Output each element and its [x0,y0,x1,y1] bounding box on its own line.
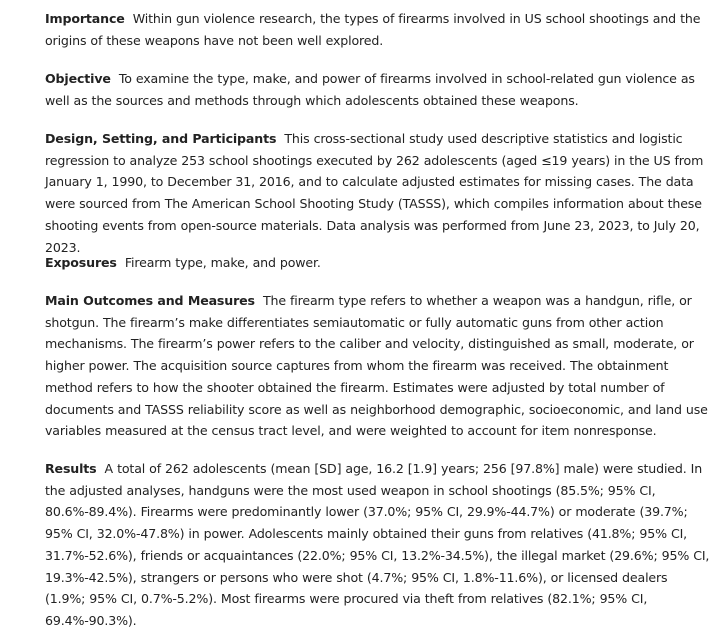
section-label: Exposures [45,255,117,270]
section-label: Design, Setting, and Participants [45,131,277,146]
section-text: Firearm type, make, and power. [124,255,321,270]
section-text: This cross-sectional study used descriptive statistics and logistic regression to analyze 253 school shootings executed by 262 adolescents (aged ≤19 years) in the US from January 1, 1990, to December 31, 2016, and to calculate adjusted estimates for missing cases. The data were sourced from The American School Shooting Study (TASSS), which compiles information about these shooting events from open-source materials. Data analysis was performed from June 23, 2023, to July 20, 2023. [45,131,704,255]
section-label: Main Outcomes and Measures [45,293,255,308]
section-text: To examine the type, make, and power of firearms involved in school-related gun violence as well as the sources and methods through which adolescents obtained these weapons. [45,71,695,108]
section-label: Objective [45,71,111,86]
section-label: Importance [45,11,125,26]
section-exposures [45,252,711,274]
section-label: Results [45,461,97,476]
section-results [45,458,711,632]
section-objective [45,68,711,111]
section-design-setting-participants [45,128,711,258]
section-text: A total of 262 adolescents (mean [SD] age, 16.2 [1.9] years; 256 [97.8%] male) were studied. In the adjusted analyses, handguns were the most used weapon in school shootings (85.5%; 95% CI, 80.6%-89.4%). Firearms were predominantly lower (37.0%; 95% CI, 29.9%-44.7%) or moderate (39.7%; 95% CI, 32.0%-47.8%) in power. Adolescents mainly obtained their guns from relatives (41.8%; 95% CI, 31.7%-52.6%), friends or acquaintances (22.0%; 95% CI, 13.2%-34.5%), the illegal market (29.6%; 95% CI, 19.3%-42.5%), strangers or persons who were shot (4.7%; 95% CI, 1.8%-11.6%), or licensed dealers (1.9%; 95% CI, 0.7%-5.2%). Most firearms were procured via theft from relatives (82.1%; 95% CI, 69.4%-90.3%). [45,461,710,628]
section-importance [45,8,711,51]
section-main-outcomes-measures [45,290,711,442]
section-text: Within gun violence research, the types of firearms involved in US school shootings and the origins of these weapons have not been well explored. [45,11,701,48]
section-text: The firearm type refers to whether a weapon was a handgun, rifle, or shotgun. The firearm’s make differentiates semiautomatic or fully automatic guns from other action mechanisms. The firearm’s power refers to the caliber and velocity, distinguished as small, moderate, or higher power. The acquisition source captures from whom the firearm was received. The obtainment method refers to how the shooter obtained the firearm. Estimates were adjusted by total number of documents and TASSS reliability score as well as neighborhood demographic, socioeconomic, and land use variables measured at the census tract level, and were weighted to account for item nonresponse. [45,293,708,439]
